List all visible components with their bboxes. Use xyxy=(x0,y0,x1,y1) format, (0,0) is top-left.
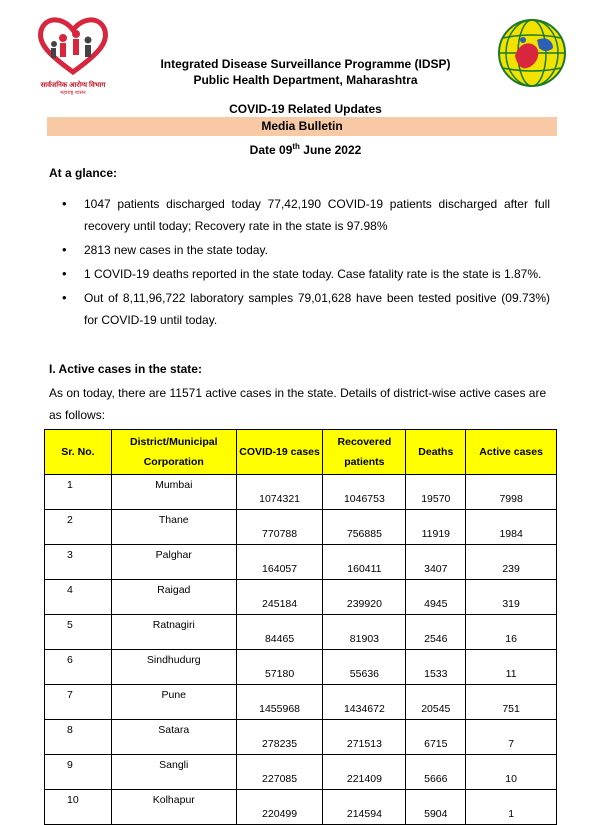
sr-no-cell: 2 xyxy=(45,510,112,545)
district-cell: Sindhudurg xyxy=(111,650,236,685)
date-sup: th xyxy=(292,142,300,151)
active-cases-cell: 1 xyxy=(466,790,557,825)
deaths-cell: 20545 xyxy=(406,685,466,720)
updates-title: COVID-19 Related Updates xyxy=(229,102,382,116)
recovered-cell: 1046753 xyxy=(323,475,406,510)
date-prefix: Date 09 xyxy=(249,143,293,157)
logo-subcaption: महाराष्ट्र शासन xyxy=(60,90,86,96)
table-row xyxy=(45,720,557,755)
col-header-deaths: Deaths xyxy=(406,430,466,475)
active-cases-cell: 239 xyxy=(466,545,557,580)
sr-no-cell: 1 xyxy=(45,475,112,510)
department-title: Public Health Department, Maharashtra xyxy=(193,73,418,87)
col-header-active: Active cases xyxy=(466,430,557,475)
sr-no-cell: 6 xyxy=(45,650,112,685)
date-suffix: June 2022 xyxy=(299,143,362,157)
col-header-recovered: Recovered patients xyxy=(323,430,406,475)
district-cell: Kolhapur xyxy=(111,790,236,825)
glance-item: • 1 COVID-19 deaths reported in the state today. Case fatality rate is the state is 1.87%. xyxy=(62,263,550,285)
org-title: Integrated Disease Surveillance Programme (IDSP) xyxy=(160,57,451,71)
active-cases-cell: 751 xyxy=(466,685,557,720)
sr-no-cell: 10 xyxy=(45,790,112,825)
table-row xyxy=(45,475,557,510)
active-cases-cell: 1984 xyxy=(466,510,557,545)
media-bulletin-band xyxy=(47,117,557,136)
active-cases-table xyxy=(44,429,557,825)
district-cell: Sangli xyxy=(111,755,236,790)
active-cases-cell: 7 xyxy=(466,720,557,755)
deaths-cell: 6715 xyxy=(406,720,466,755)
glance-item: • 2813 new cases in the state today. xyxy=(62,239,550,261)
glance-item: • Out of 8,11,96,722 laboratory samples 79,01,628 have been tested positive (09.73%) for COVID-19 until today. xyxy=(62,287,550,331)
recovered-cell: 214594 xyxy=(323,790,406,825)
covid-cases-cell: 278235 xyxy=(236,720,323,755)
recovered-cell: 756885 xyxy=(323,510,406,545)
covid-cases-cell: 164057 xyxy=(236,545,323,580)
district-cell: Raigad xyxy=(111,580,236,615)
recovered-cell: 160411 xyxy=(323,545,406,580)
active-cases-cell: 10 xyxy=(466,755,557,790)
sr-no-cell: 8 xyxy=(45,720,112,755)
district-cell: Thane xyxy=(111,510,236,545)
col-header-sr: Sr. No. xyxy=(45,430,112,475)
glance-item: • 1047 patients discharged today 77,42,190 COVID-19 patients discharged after full recovery until today; Recovery rate in the state is 97.98% xyxy=(62,193,550,237)
table-row xyxy=(45,650,557,685)
sr-no-cell: 9 xyxy=(45,755,112,790)
recovered-cell: 55636 xyxy=(323,650,406,685)
district-cell: Ratnagiri xyxy=(111,615,236,650)
district-cell: Mumbai xyxy=(111,475,236,510)
active-cases-cell: 11 xyxy=(466,650,557,685)
sr-no-cell: 5 xyxy=(45,615,112,650)
table-row xyxy=(45,580,557,615)
covid-cases-cell: 227085 xyxy=(236,755,323,790)
district-cell: Pune xyxy=(111,685,236,720)
deaths-cell: 11919 xyxy=(406,510,466,545)
deaths-cell: 2546 xyxy=(406,615,466,650)
deaths-cell: 19570 xyxy=(406,475,466,510)
glance-list xyxy=(62,193,550,333)
col-header-district: District/Municipal Corporation xyxy=(111,430,236,475)
recovered-cell: 1434672 xyxy=(323,685,406,720)
section-paragraph: As on today, there are 11571 active cases in the state. Details of district-wise active cases are as follows: xyxy=(49,386,547,422)
deaths-cell: 3407 xyxy=(406,545,466,580)
covid-cases-cell: 770788 xyxy=(236,510,323,545)
active-cases-cell: 16 xyxy=(466,615,557,650)
glance-heading: At a glance: xyxy=(49,166,118,180)
district-cell: Satara xyxy=(111,720,236,755)
active-cases-cell: 319 xyxy=(466,580,557,615)
section-heading: I. Active cases in the state: xyxy=(49,362,202,376)
recovered-cell: 81903 xyxy=(323,615,406,650)
bulletin-date xyxy=(0,142,611,157)
media-bulletin-label: Media Bulletin xyxy=(261,119,343,133)
table-row xyxy=(45,755,557,790)
logo-caption: सार्वजनिक आरोग्य विभाग xyxy=(40,82,106,89)
covid-cases-cell: 220499 xyxy=(236,790,323,825)
covid-cases-cell: 1074321 xyxy=(236,475,323,510)
sr-no-cell: 3 xyxy=(45,545,112,580)
covid-cases-cell: 84465 xyxy=(236,615,323,650)
covid-cases-cell: 1455968 xyxy=(236,685,323,720)
table-header-row xyxy=(45,430,557,475)
sr-no-cell: 7 xyxy=(45,685,112,720)
covid-cases-cell: 245184 xyxy=(236,580,323,615)
table-row xyxy=(45,790,557,825)
table-row xyxy=(45,510,557,545)
recovered-cell: 221409 xyxy=(323,755,406,790)
deaths-cell: 5904 xyxy=(406,790,466,825)
sr-no-cell: 4 xyxy=(45,580,112,615)
recovered-cell: 239920 xyxy=(323,580,406,615)
recovered-cell: 271513 xyxy=(323,720,406,755)
deaths-cell: 5666 xyxy=(406,755,466,790)
covid-cases-cell: 57180 xyxy=(236,650,323,685)
table-row xyxy=(45,685,557,720)
table-row xyxy=(45,615,557,650)
col-header-cases: COVID-19 cases xyxy=(236,430,323,475)
district-cell: Palghar xyxy=(111,545,236,580)
deaths-cell: 4945 xyxy=(406,580,466,615)
active-cases-cell: 7998 xyxy=(466,475,557,510)
table-row xyxy=(45,545,557,580)
deaths-cell: 1533 xyxy=(406,650,466,685)
